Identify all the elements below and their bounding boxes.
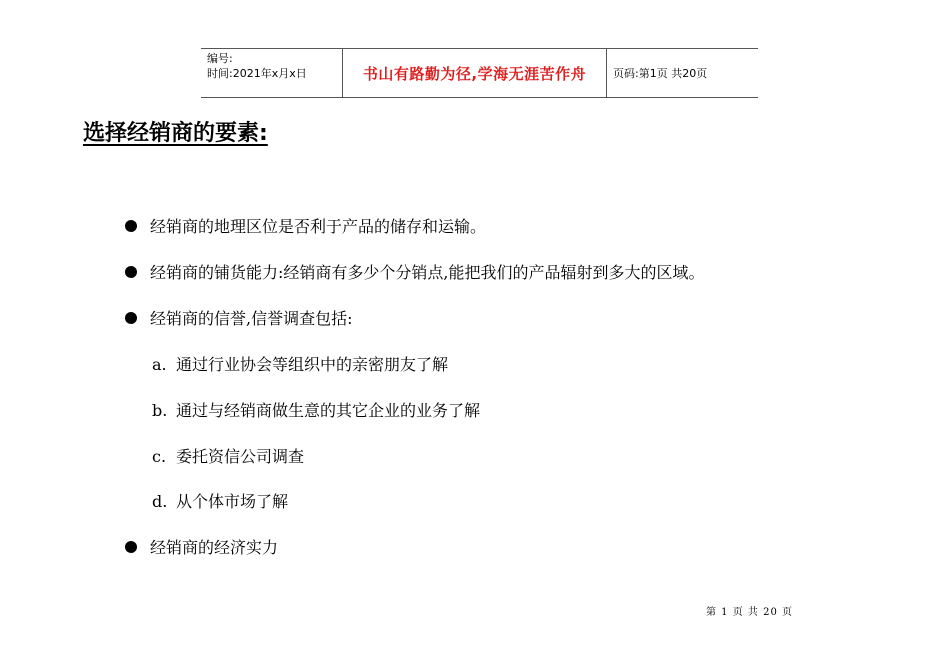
page-footer: 第 1 页 共 20 页	[706, 607, 793, 618]
header-motto: 书山有路勤为径,学海无涯苦作舟	[342, 49, 607, 97]
page-title: 选择经销商的要素:	[83, 121, 268, 146]
sub-item-text: 从个体市场了解	[176, 492, 289, 511]
sub-item-letter: a.	[152, 355, 167, 374]
list-item	[125, 306, 352, 329]
list-item-text: 经销商的信誉,信誉调查包括:	[150, 309, 353, 328]
list-item-text: 经销商的铺货能力:经销商有多少个分销点,能把我们的产品辐射到多大的区域。	[150, 263, 705, 282]
list-item	[125, 260, 704, 283]
list-item	[125, 214, 486, 237]
sub-list-item	[152, 444, 304, 467]
header-page-label: 页码:第1页 共20页	[613, 67, 708, 80]
sub-list-item	[152, 398, 480, 421]
bullet-dot-icon	[125, 220, 137, 232]
header-meta	[201, 49, 342, 97]
number-label: 编号:	[207, 52, 233, 65]
sub-item-letter: b.	[152, 401, 168, 420]
list-item-text: 经销商的经济实力	[150, 538, 279, 557]
sub-item-letter: c.	[152, 447, 167, 466]
time-label: 时间:2021年x月x日	[207, 67, 307, 80]
bullet-dot-icon	[125, 266, 137, 278]
list-item	[125, 535, 278, 558]
sub-item-text: 委托资信公司调查	[176, 447, 305, 466]
bullet-dot-icon	[125, 312, 137, 324]
bullet-dot-icon	[125, 541, 137, 553]
sub-item-letter: d.	[152, 492, 168, 511]
sub-item-text: 通过行业协会等组织中的亲密朋友了解	[176, 355, 449, 374]
sub-list-item	[152, 352, 448, 375]
page-header	[201, 48, 758, 98]
sub-list-item	[152, 489, 288, 512]
sub-item-text: 通过与经销商做生意的其它企业的业务了解	[176, 401, 481, 420]
list-item-text: 经销商的地理区位是否利于产品的储存和运输。	[150, 217, 487, 236]
